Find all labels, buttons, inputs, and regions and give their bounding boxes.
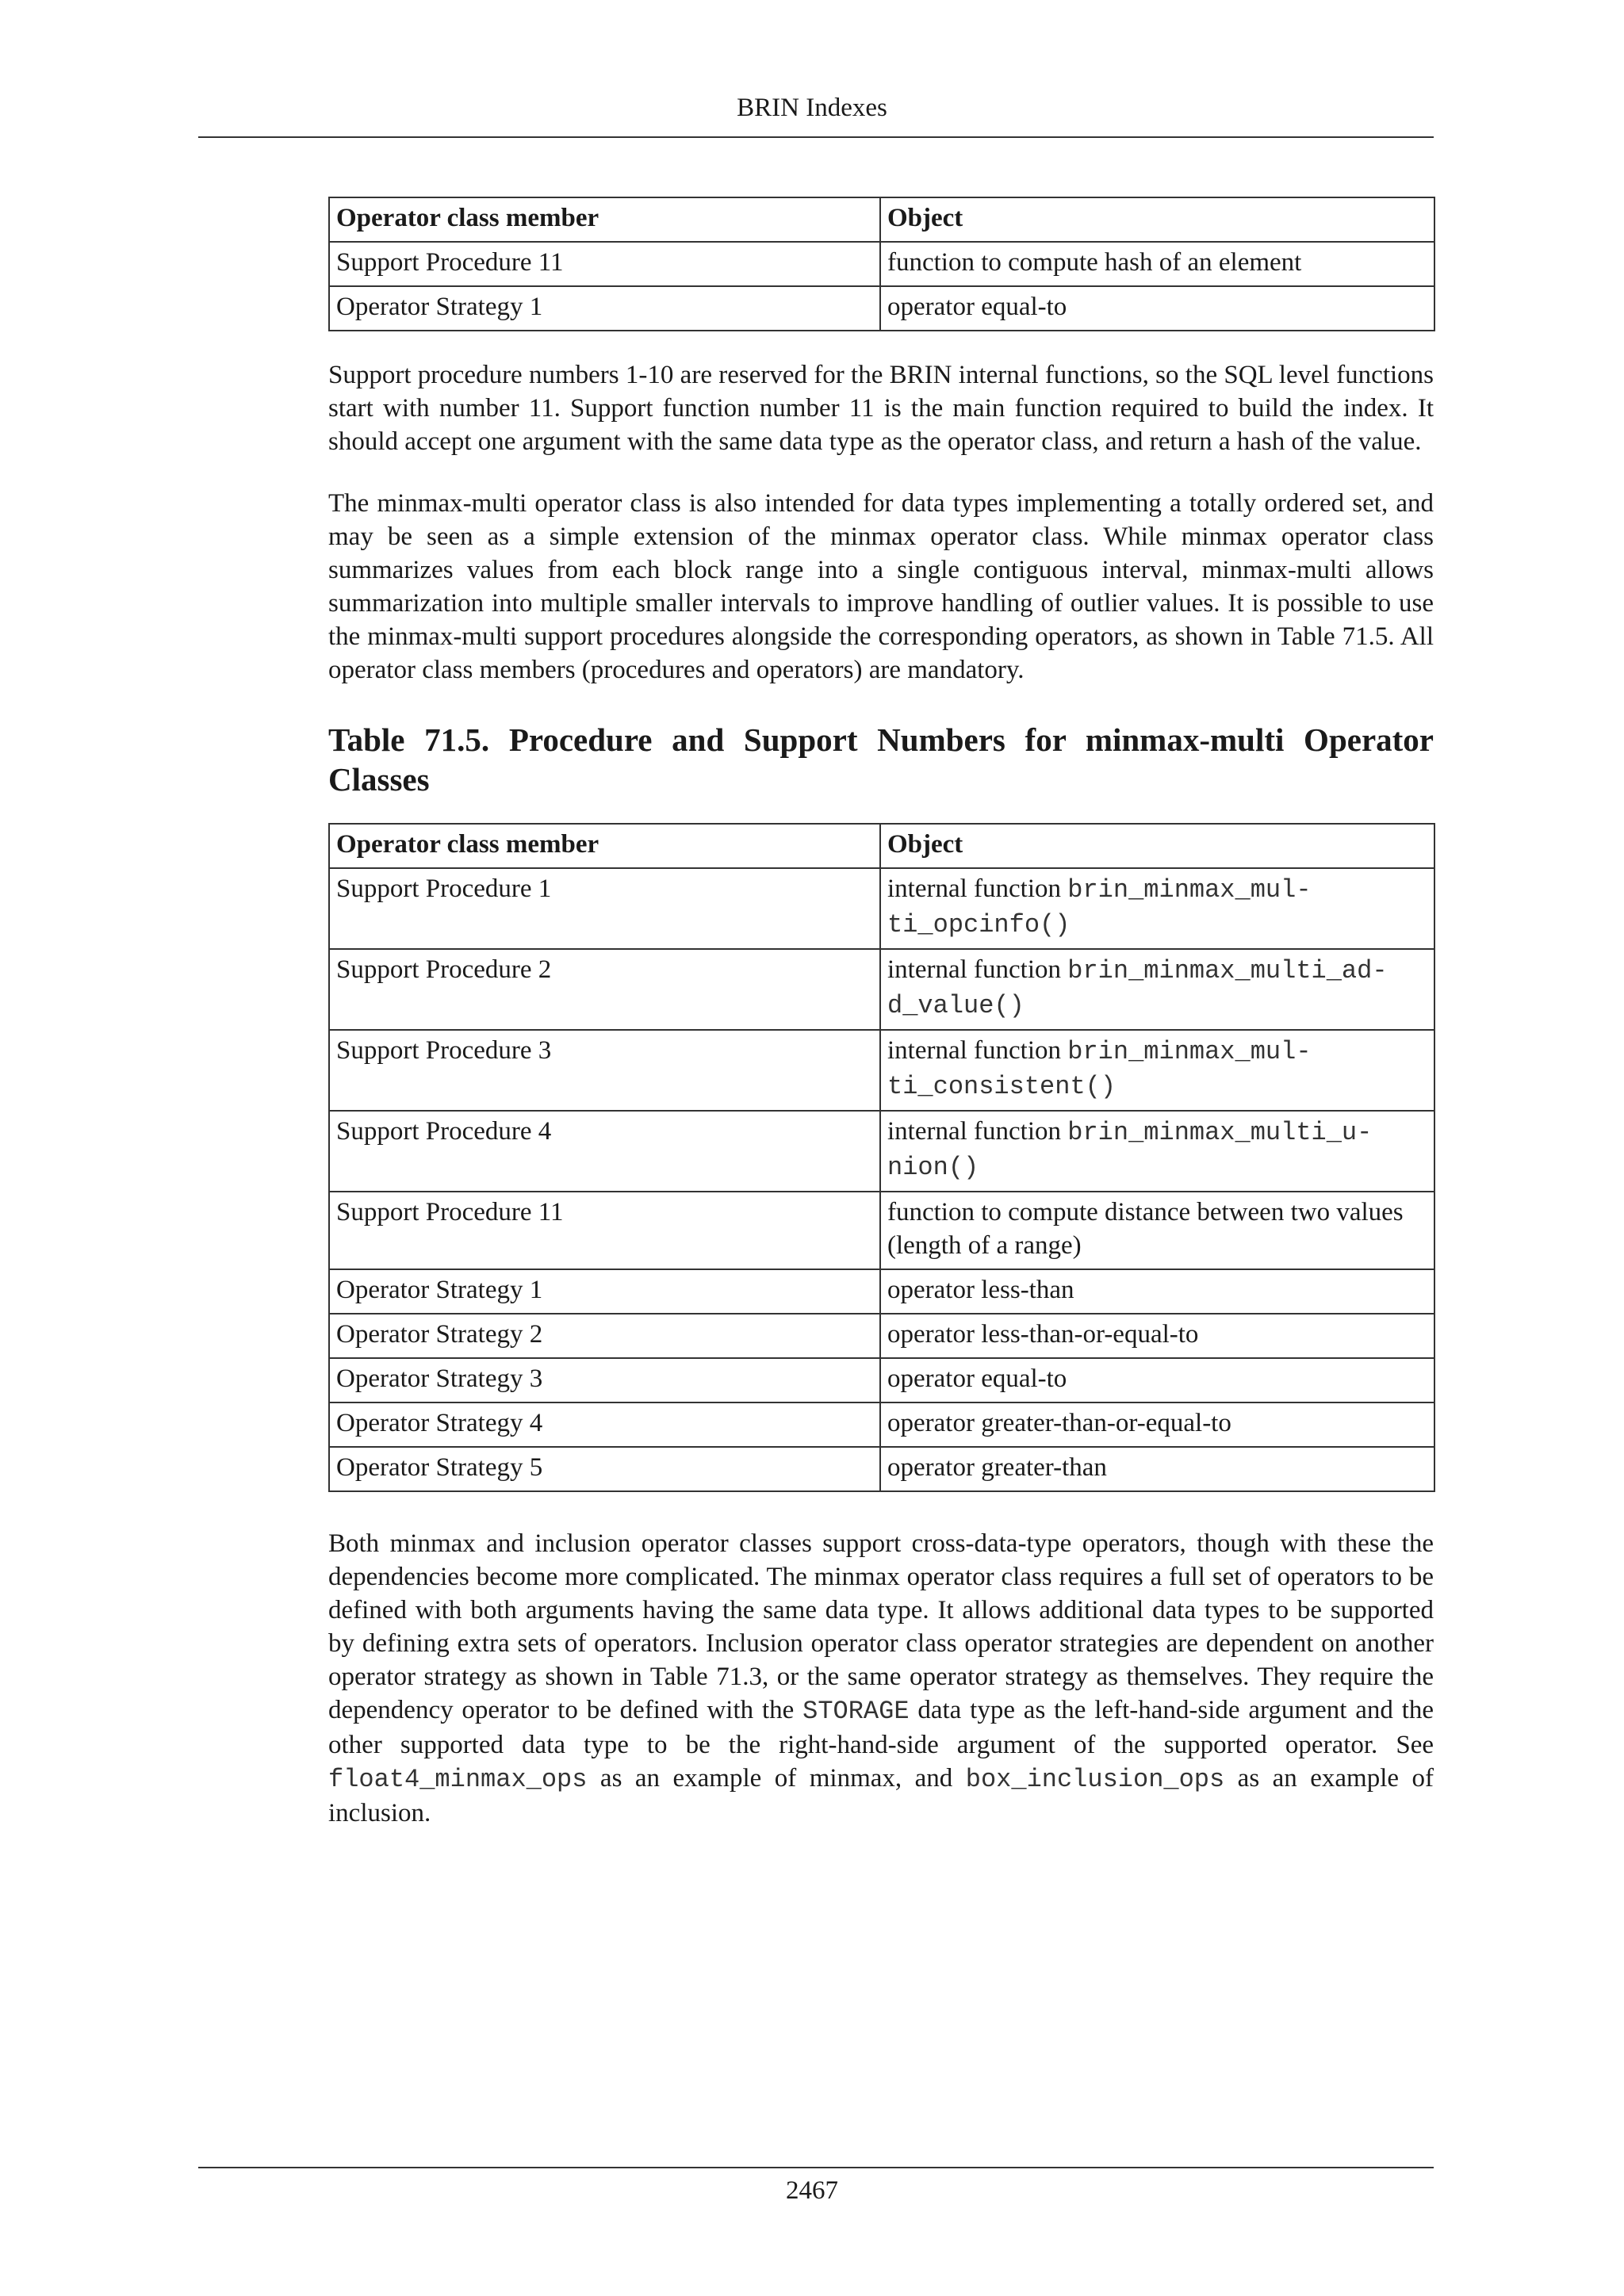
table-cell-member: Support Procedure 3 <box>329 1030 880 1111</box>
function-name-code: brin_minmax_mul- ti_consistent() <box>887 1037 1312 1101</box>
table-cell-member: Operator Strategy 4 <box>329 1402 880 1447</box>
table-row <box>329 868 1434 949</box>
table-cell-member: Operator Strategy 5 <box>329 1447 880 1491</box>
table-cell-object: operator less-than-or-equal-to <box>880 1314 1434 1358</box>
table-cell-object: operator greater-than <box>880 1447 1434 1491</box>
table-header-row <box>329 824 1434 868</box>
code-box-inclusion-ops: box_inclusion_ops <box>965 1765 1225 1794</box>
table-cell-object: operator less-than <box>880 1269 1434 1314</box>
table-row <box>329 286 1434 331</box>
paragraph-minmax-multi: The minmax-multi operator class is also intended for data types implementing a totally ordered set, and may be seen as a simple extension of the minmax operator class. While minmax operator class summarizes values from each block range into a single contiguous interval, minmax-multi allows summarization into multiple smaller intervals to improve handling of outlier values. It is possible to use the minmax-multi support procedures alongside the corresponding operators, as shown in Table 71.5. All operator class members (procedures and operators) are mandatory. <box>328 489 1434 684</box>
table-cell-member: Operator Strategy 3 <box>329 1358 880 1402</box>
table-cell-object: operator equal-to <box>880 286 1434 331</box>
table-row <box>329 949 1434 1030</box>
table-row <box>329 1269 1434 1314</box>
table-cell-member: Support Procedure 1 <box>329 868 880 949</box>
table-cell-member: Operator Strategy 2 <box>329 1314 880 1358</box>
cell-text: internal function <box>887 1036 1068 1065</box>
table-row <box>329 1402 1434 1447</box>
table-row <box>329 1192 1434 1269</box>
table-row <box>329 242 1434 286</box>
table-cell-object <box>880 868 1434 949</box>
table-cell-member: Support Procedure 11 <box>329 242 880 286</box>
text-run: as an example of minmax, and <box>587 1764 966 1793</box>
table-hash-members <box>328 197 1435 331</box>
code-storage: STORAGE <box>802 1697 910 1726</box>
header-rule <box>198 136 1434 138</box>
table-cell-member: Support Procedure 2 <box>329 949 880 1030</box>
text-run: Both minmax and inclusion operator classes support cross-data-type operators, though with these the dependencies become more complicated. The minmax operator class requires a full set of operators to be defined with both arguments having the same data type. It allows additional data types to be supported by defining extra sets of operators. Inclusion operator class operator strategies are dependent on another operator strategy as shown in Table 71.3, or the same operator strategy as themselves. They require the dependency operator to be defined with the <box>328 1529 1434 1724</box>
cell-text: internal function <box>887 874 1068 903</box>
column-header-member: Operator class member <box>329 197 880 242</box>
table-row <box>329 1111 1434 1192</box>
text-run: data type as the left-hand-side argument and the other supported data type to be the right-hand-side argument of the supported operator. See <box>328 1696 1434 1759</box>
column-header-object: Object <box>880 824 1434 868</box>
column-header-object: Object <box>880 197 1434 242</box>
table-cell-object <box>880 1030 1434 1111</box>
running-header: BRIN Indexes <box>737 94 887 122</box>
table-minmax-multi <box>328 823 1435 1492</box>
table-cell-member: Support Procedure 11 <box>329 1192 880 1269</box>
page-content <box>328 197 1434 1830</box>
paragraph-cross-data-type <box>328 1527 1434 1830</box>
footer-rule <box>198 2167 1434 2168</box>
table-row <box>329 1358 1434 1402</box>
table-row <box>329 1447 1434 1491</box>
table-title: Table 71.5. Procedure and Support Numbers for minmax-multi Operator Classes <box>328 721 1434 798</box>
table-cell-member: Operator Strategy 1 <box>329 1269 880 1314</box>
table-cell-object: operator greater-than-or-equal-to <box>880 1402 1434 1447</box>
text-run: as an example of inclusion. <box>328 1764 1434 1827</box>
function-name-code: brin_minmax_mul- ti_opcinfo() <box>887 875 1312 939</box>
table-cell-member: Support Procedure 4 <box>329 1111 880 1192</box>
table-row <box>329 1314 1434 1358</box>
table-cell-object: operator equal-to <box>880 1358 1434 1402</box>
function-name-code: brin_minmax_multi_ad- d_value() <box>887 956 1388 1020</box>
cell-text: internal function <box>887 955 1068 984</box>
table-cell-object: function to compute hash of an element <box>880 242 1434 286</box>
paragraph-support-procedures: Support procedure numbers 1-10 are reserved for the BRIN internal functions, so the SQL level functions start with number 11. Support function number 11 is the main function required to build the index. It should accept one argument with the same data type as the operator class, and return a hash of the value. <box>328 361 1434 456</box>
page-number: 2467 <box>786 2176 838 2205</box>
table-cell-object: function to compute distance between two values (length of a range) <box>880 1192 1434 1269</box>
table-cell-member: Operator Strategy 1 <box>329 286 880 331</box>
table-cell-object <box>880 949 1434 1030</box>
column-header-member: Operator class member <box>329 824 880 868</box>
table-row <box>329 1030 1434 1111</box>
table-cell-object <box>880 1111 1434 1192</box>
code-float4-minmax-ops: float4_minmax_ops <box>328 1765 588 1794</box>
table-body <box>329 868 1434 1491</box>
function-name-code: brin_minmax_multi_u- nion() <box>887 1118 1373 1182</box>
table-header-row <box>329 197 1434 242</box>
cell-text: internal function <box>887 1117 1068 1146</box>
